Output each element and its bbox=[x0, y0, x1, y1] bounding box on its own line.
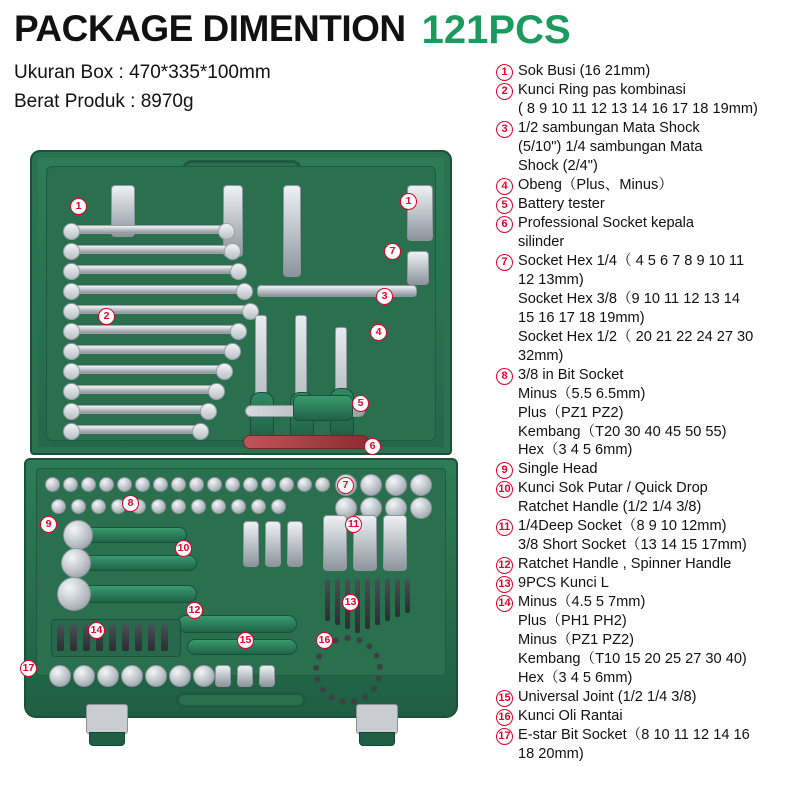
legend-item-line: 18 20mm) bbox=[518, 746, 584, 763]
legend-number-badge: 7 bbox=[496, 254, 513, 271]
socket bbox=[251, 499, 266, 514]
legend-number-badge: 17 bbox=[496, 728, 513, 745]
socket bbox=[81, 477, 96, 492]
callout-badge-16: 16 bbox=[316, 632, 333, 649]
screwdriver bbox=[295, 315, 307, 401]
legend-item-text bbox=[518, 214, 796, 252]
legend-item-text bbox=[518, 479, 796, 517]
legend-number-badge: 2 bbox=[496, 83, 513, 100]
deep-socket bbox=[287, 521, 303, 567]
deep-socket bbox=[243, 521, 259, 567]
estar-socket bbox=[121, 665, 143, 687]
combination-wrench bbox=[69, 285, 247, 294]
bit bbox=[70, 625, 77, 651]
legend-item-line: 1/4Deep Socket（8 9 10 12mm) bbox=[518, 518, 727, 535]
legend-item-text bbox=[518, 707, 796, 726]
estar-socket bbox=[145, 665, 167, 687]
socket bbox=[171, 477, 186, 492]
callout-badge-6: 6 bbox=[364, 438, 381, 455]
case-base-handle-icon bbox=[176, 692, 306, 708]
universal-joint bbox=[259, 665, 275, 687]
legend-item-text bbox=[518, 555, 796, 574]
legend-item bbox=[496, 574, 796, 593]
legend-item-line: Minus（5.5 6.5mm) bbox=[518, 385, 646, 402]
estar-socket bbox=[73, 665, 95, 687]
legend-number-badge: 13 bbox=[496, 576, 513, 593]
tool-case-illustration bbox=[10, 150, 480, 790]
socket bbox=[315, 477, 330, 492]
socket bbox=[99, 477, 114, 492]
legend-item-line: Kunci Oli Rantai bbox=[518, 708, 623, 725]
estar-socket bbox=[193, 665, 215, 687]
callout-badge-15: 15 bbox=[237, 632, 254, 649]
socket bbox=[151, 499, 166, 514]
extension-bar-short bbox=[407, 251, 429, 285]
legend-number-badge: 11 bbox=[496, 519, 513, 536]
legend-item-text bbox=[518, 176, 796, 195]
hex-key bbox=[385, 579, 390, 621]
legend-item-line: (5/10") 1/4 sambungan Mata bbox=[518, 138, 703, 155]
socket bbox=[63, 477, 78, 492]
callout-badge-11: 11 bbox=[345, 516, 362, 533]
legend-item-line: Plus（PZ1 PZ2) bbox=[518, 404, 624, 421]
legend-item-line: Minus（4.5 5 7mm) bbox=[518, 594, 646, 611]
combination-wrench bbox=[69, 325, 241, 334]
legend-item-text bbox=[518, 517, 796, 555]
legend-item-line: Socket Hex 3/8（9 10 11 12 13 14 bbox=[518, 290, 741, 307]
hex-key bbox=[335, 579, 340, 625]
legend-item-text bbox=[518, 195, 796, 214]
legend-item-line: Kunci Sok Putar / Quick Drop bbox=[518, 480, 708, 497]
combination-wrench bbox=[69, 245, 235, 254]
callout-badge-1: 1 bbox=[400, 193, 417, 210]
product-weight-text: Berat Produk : 8970g bbox=[14, 90, 194, 112]
legend-item bbox=[496, 688, 796, 707]
legend-item bbox=[496, 195, 796, 214]
legend-item-line: Universal Joint (1/2 1/4 3/8) bbox=[518, 689, 697, 706]
legend-number-badge: 6 bbox=[496, 216, 513, 233]
legend-item bbox=[496, 176, 796, 195]
socket bbox=[271, 499, 286, 514]
callout-badge-9: 9 bbox=[40, 516, 57, 533]
tool-case bbox=[18, 150, 466, 750]
socket bbox=[211, 499, 226, 514]
socket-large bbox=[410, 474, 432, 496]
legend-item-line: Socket Hex 1/2（ 20 21 22 24 27 30 bbox=[518, 328, 754, 345]
extension-bar-medium bbox=[283, 185, 301, 277]
screwdriver bbox=[255, 315, 267, 401]
combination-wrench bbox=[69, 265, 241, 274]
legend-item-line: Professional Socket kepala bbox=[518, 214, 695, 231]
battery-tester-handle bbox=[293, 395, 353, 421]
bit bbox=[148, 625, 155, 651]
legend-number-badge: 10 bbox=[496, 481, 513, 498]
legend-item bbox=[496, 593, 796, 688]
legend-item bbox=[496, 366, 796, 461]
legend-item bbox=[496, 517, 796, 555]
legend-item bbox=[496, 707, 796, 726]
screwdriver bbox=[335, 327, 347, 397]
box-size-text: Ukuran Box : 470*335*100mm bbox=[14, 62, 271, 83]
callout-badge-2: 2 bbox=[98, 308, 115, 325]
estar-socket bbox=[49, 665, 71, 687]
legend-item bbox=[496, 252, 796, 366]
combination-wrench bbox=[69, 405, 211, 414]
legend-item-line: 12 13mm) bbox=[518, 271, 584, 288]
bit bbox=[135, 625, 142, 651]
legend-item bbox=[496, 119, 796, 176]
hex-key bbox=[365, 579, 370, 629]
socket bbox=[279, 477, 294, 492]
legend-number-badge: 15 bbox=[496, 690, 513, 707]
legend-item-line: ( 8 9 10 11 12 13 14 16 17 18 19mm) bbox=[518, 100, 758, 117]
case-base bbox=[24, 458, 458, 718]
deep-socket bbox=[265, 521, 281, 567]
callout-badge-14: 14 bbox=[88, 622, 105, 639]
callout-badge-17: 17 bbox=[20, 660, 37, 677]
legend-item-line: 3/8 in Bit Socket bbox=[518, 366, 624, 383]
case-latch-right bbox=[356, 704, 398, 734]
callout-badge-10: 10 bbox=[175, 540, 192, 557]
quick-drop-ratchet-handle bbox=[77, 527, 187, 543]
legend-number-badge: 14 bbox=[496, 595, 513, 612]
legend-item-line: Hex（3 4 5 6mm) bbox=[518, 442, 633, 459]
socket bbox=[243, 477, 258, 492]
legend-item-text bbox=[518, 62, 796, 81]
socket bbox=[51, 499, 66, 514]
socket bbox=[71, 499, 86, 514]
legend-item-line: E-star Bit Socket（8 10 11 12 14 16 bbox=[518, 727, 750, 744]
deep-socket bbox=[323, 515, 347, 571]
legend-item bbox=[496, 555, 796, 574]
legend-item-text bbox=[518, 81, 796, 119]
callout-badge-12: 12 bbox=[186, 602, 203, 619]
piece-count-badge: 121PCS bbox=[421, 8, 571, 52]
legend-item-line: 15 16 17 18 19mm) bbox=[518, 309, 645, 326]
legend-item-text bbox=[518, 460, 796, 479]
legend-number-badge: 4 bbox=[496, 178, 513, 195]
ratchet-head bbox=[63, 520, 93, 550]
bit bbox=[161, 625, 168, 651]
socket-large bbox=[385, 474, 407, 496]
legend-item bbox=[496, 726, 796, 764]
legend-item-text bbox=[518, 726, 796, 764]
socket bbox=[207, 477, 222, 492]
callout-badge-13: 13 bbox=[342, 594, 359, 611]
socket bbox=[231, 499, 246, 514]
legend-item-line: silinder bbox=[518, 233, 565, 250]
legend-item-line: 9PCS Kunci L bbox=[518, 575, 609, 592]
socket bbox=[91, 499, 106, 514]
legend-item-line: 32mm) bbox=[518, 347, 564, 364]
hex-key bbox=[325, 579, 330, 621]
legend-item-line: Sok Busi (16 21mm) bbox=[518, 63, 651, 79]
socket bbox=[45, 477, 60, 492]
socket bbox=[191, 499, 206, 514]
estar-socket bbox=[97, 665, 119, 687]
callout-badge-1: 1 bbox=[70, 198, 87, 215]
combination-wrench bbox=[69, 425, 203, 434]
socket-row-small bbox=[45, 477, 435, 495]
legend-item bbox=[496, 214, 796, 252]
socket bbox=[225, 477, 240, 492]
socket bbox=[171, 499, 186, 514]
estar-socket bbox=[169, 665, 191, 687]
hex-key bbox=[375, 579, 380, 625]
socket bbox=[153, 477, 168, 492]
legend-number-badge: 9 bbox=[496, 462, 513, 479]
quick-drop-ratchet-handle bbox=[77, 555, 197, 571]
legend-item-text bbox=[518, 574, 796, 593]
socket-large bbox=[360, 474, 382, 496]
legend-item bbox=[496, 62, 796, 81]
combination-wrench bbox=[69, 225, 229, 234]
legend-item-line: Minus（PZ1 PZ2) bbox=[518, 632, 634, 649]
legend-item-line: Shock (2/4") bbox=[518, 157, 598, 174]
socket bbox=[117, 477, 132, 492]
hex-key bbox=[405, 579, 410, 613]
legend-item-line: Ratchet Handle , Spinner Handle bbox=[518, 556, 732, 573]
legend-item-text bbox=[518, 366, 796, 461]
ratchet-head bbox=[61, 548, 91, 578]
combination-wrench bbox=[69, 305, 253, 314]
legend-number-badge: 16 bbox=[496, 709, 513, 726]
page-title: PACKAGE DIMENTION bbox=[14, 8, 406, 49]
case-foot-left bbox=[89, 732, 125, 746]
title-row bbox=[14, 10, 786, 50]
bit bbox=[122, 625, 129, 651]
legend-item-line: 3/8 Short Socket（13 14 15 17mm) bbox=[518, 537, 747, 554]
socket bbox=[297, 477, 312, 492]
legend-item-text bbox=[518, 252, 796, 366]
socket bbox=[261, 477, 276, 492]
socket-large bbox=[410, 497, 432, 519]
combination-wrench bbox=[69, 385, 219, 394]
case-foot-right bbox=[359, 732, 395, 746]
hex-key bbox=[395, 579, 400, 617]
legend-item-text bbox=[518, 688, 796, 707]
combination-wrench bbox=[69, 345, 235, 354]
cylinder-head-socket bbox=[243, 435, 369, 449]
callout-badge-4: 4 bbox=[370, 324, 387, 341]
legend-item bbox=[496, 81, 796, 119]
legend-item bbox=[496, 460, 796, 479]
bit bbox=[57, 625, 64, 651]
legend-number-badge: 5 bbox=[496, 197, 513, 214]
callout-badge-8: 8 bbox=[122, 495, 139, 512]
socket bbox=[189, 477, 204, 492]
legend-item-line: Obeng（Plus、Minus） bbox=[518, 176, 673, 193]
callout-badge-3: 3 bbox=[376, 288, 393, 305]
legend-item-text bbox=[518, 119, 796, 176]
legend-item-text bbox=[518, 593, 796, 688]
case-latch-left bbox=[86, 704, 128, 734]
legend-item-line: 1/2 sambungan Mata Shock bbox=[518, 119, 700, 136]
parts-legend-list bbox=[496, 62, 796, 792]
bit bbox=[109, 625, 116, 651]
legend-item-line: Socket Hex 1/4（ 4 5 6 7 8 9 10 11 bbox=[518, 252, 745, 269]
socket bbox=[135, 477, 150, 492]
ratchet-head bbox=[57, 577, 91, 611]
combination-wrench bbox=[69, 365, 227, 374]
legend-item-line: Kembang（T10 15 20 25 27 30 40) bbox=[518, 651, 747, 668]
legend-item-line: Single Head bbox=[518, 461, 598, 478]
legend-item-line: Kunci Ring pas kombinasi bbox=[518, 82, 686, 98]
legend-item-line: Plus（PH1 PH2) bbox=[518, 613, 627, 630]
callout-badge-7: 7 bbox=[337, 477, 354, 494]
ratchet-handle bbox=[77, 585, 197, 603]
legend-number-badge: 3 bbox=[496, 121, 513, 138]
legend-item-line: Battery tester bbox=[518, 195, 605, 212]
universal-joint bbox=[237, 665, 253, 687]
legend-number-badge: 1 bbox=[496, 64, 513, 81]
estar-socket-row bbox=[49, 665, 209, 687]
legend-number-badge: 8 bbox=[496, 368, 513, 385]
callout-badge-7: 7 bbox=[384, 243, 401, 260]
case-lid-tray bbox=[46, 166, 436, 441]
legend-number-badge: 12 bbox=[496, 557, 513, 574]
extension-bar-tiny bbox=[257, 285, 417, 297]
socket-row-medium bbox=[45, 499, 435, 519]
legend-item bbox=[496, 479, 796, 517]
deep-socket bbox=[383, 515, 407, 571]
universal-joint bbox=[215, 665, 231, 687]
callout-badge-5: 5 bbox=[352, 395, 369, 412]
legend-item-line: Hex（3 4 5 6mm) bbox=[518, 670, 633, 687]
legend-item-line: Kembang（T20 30 40 45 50 55) bbox=[518, 423, 727, 440]
legend-item-line: Ratchet Handle (1/2 1/4 3/8) bbox=[518, 499, 702, 516]
